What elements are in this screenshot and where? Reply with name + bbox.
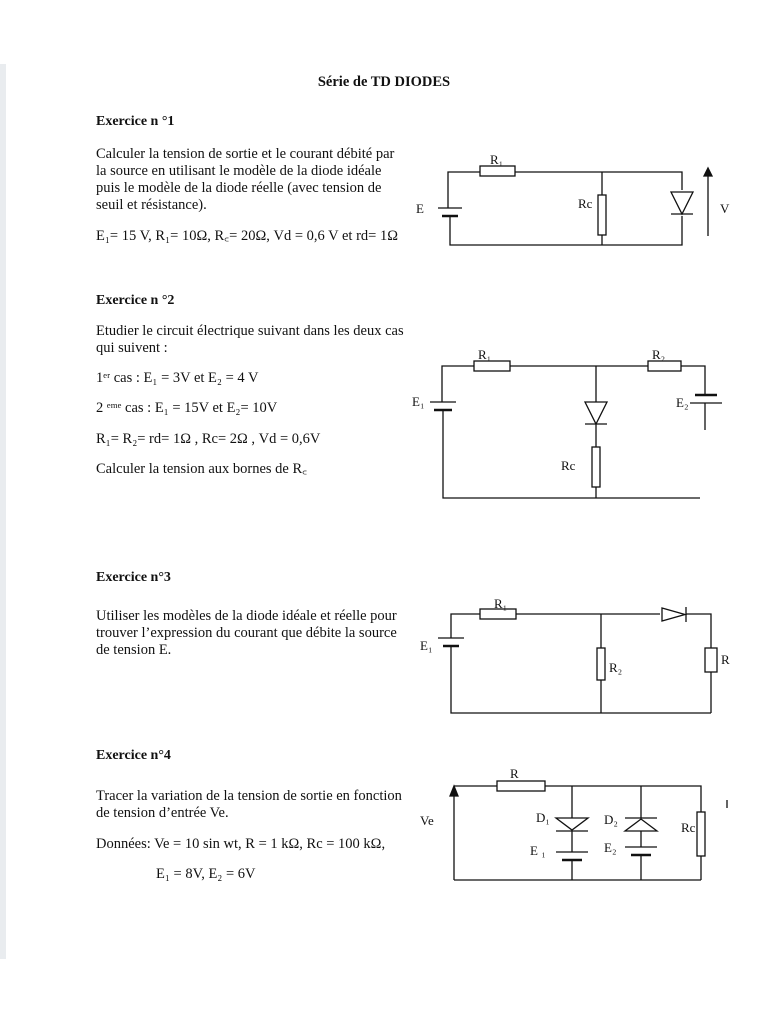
- exercise-1-text: Calculer la tension de sortie et le courant débité par la source en utilisant le modèle de la diode idéale puis le modèle de la diode réelle (avec tension de seuil et résistance).: [96, 146, 395, 213]
- voltage-arrow-ve: [450, 786, 458, 880]
- label-e2: E₂: [676, 395, 689, 410]
- label-r2: R₂: [652, 347, 666, 362]
- resistor-r: [705, 648, 717, 672]
- exercise-2-text: Etudier le circuit électrique suivant dans les deux cas qui suivent :: [96, 323, 404, 356]
- exercise-2-data: R₁= R₂= rd= 1Ω , Rc= 2Ω , Vd = 0,6V: [96, 431, 321, 447]
- label-rc: Rc: [578, 196, 593, 211]
- label-e1: E₁: [420, 638, 433, 653]
- diode-d2: [625, 818, 657, 831]
- circuit-1: [416, 152, 730, 245]
- resistor-rc: [592, 447, 600, 487]
- label-r1: R₁: [478, 347, 492, 362]
- exercise-1-data: E₁= 15 V, R₁= 10Ω, R꜀= 20Ω, Vd = 0,6 V et rd= 1Ω: [96, 228, 398, 244]
- label-d1: D₁: [536, 810, 550, 825]
- label-e1: E ₁: [530, 843, 546, 858]
- label-d2: D₂: [604, 812, 618, 827]
- diode: [662, 607, 686, 622]
- resistor-rc: [697, 812, 705, 856]
- circuit-4: [420, 766, 727, 880]
- exercise-1-heading: Exercice n °1: [96, 114, 175, 129]
- label-ve: Ve: [420, 813, 434, 828]
- label-e: E: [416, 201, 424, 216]
- label-r1: R₁: [494, 596, 508, 611]
- label-r1: R₁: [490, 152, 504, 167]
- exercise-3-text: Utiliser les modèles de la diode idéale et réelle pour trouver l’expression du courant que débite la source de tension E.: [96, 608, 397, 658]
- resistor-r1: [474, 361, 510, 371]
- label-e1: E₁: [412, 394, 425, 409]
- diode: [671, 192, 693, 214]
- resistor-rc: [598, 195, 606, 235]
- page-title: Série de TD DIODES: [317, 74, 451, 90]
- exercise-3-heading: Exercice n°3: [96, 570, 171, 585]
- circuit-2: [412, 347, 722, 498]
- label-rc: Rc: [561, 458, 576, 473]
- label-r: R: [510, 766, 519, 781]
- exercise-4-text: Tracer la variation de la tension de sortie en fonction de tension d’entrée Ve.: [96, 788, 402, 821]
- label-v: V: [720, 201, 730, 216]
- exercise-2-case-1: 1ᵉʳ cas : E₁ = 3V et E₂ = 4 V: [96, 370, 259, 386]
- resistor-r1: [480, 166, 515, 176]
- resistor-r2: [597, 648, 605, 680]
- exercise-4-heading: Exercice n°4: [96, 748, 171, 763]
- label-e2: E₂: [604, 840, 617, 855]
- circuit-3: [420, 596, 730, 713]
- exercise-4-data-2: E₁ = 8V, E₂ = 6V: [156, 866, 256, 882]
- voltage-arrow: [704, 168, 712, 236]
- exercise-2-question: Calculer la tension aux bornes de R꜀: [96, 461, 308, 477]
- resistor-r2: [648, 361, 681, 371]
- label-r2: R₂: [609, 660, 623, 675]
- exercise-4-data: Données: Ve = 10 sin wt, R = 1 kΩ, Rc = 100 kΩ,: [96, 836, 386, 852]
- diode-d1: [556, 818, 588, 831]
- label-r: R: [721, 652, 730, 667]
- exercise-2-case-2: 2 ᵉᵐᵉ cas : E₁ = 15V et E₂= 10V: [96, 400, 278, 416]
- resistor-r: [497, 781, 545, 791]
- label-rc: Rc: [681, 820, 696, 835]
- diode: [585, 402, 607, 424]
- exercise-2-heading: Exercice n °2: [96, 293, 175, 308]
